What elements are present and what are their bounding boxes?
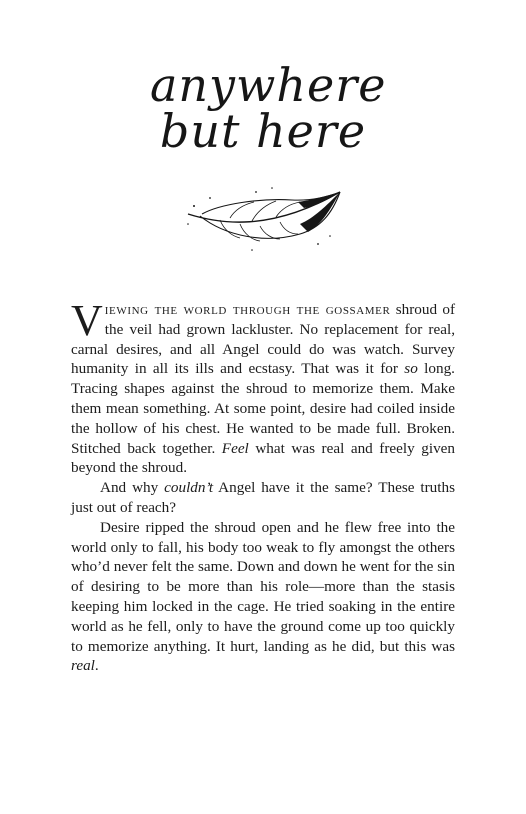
paragraph-2-text-b: Angel have it the same? These truths just out of reach? xyxy=(71,479,455,516)
paragraph-2-text-a: And why xyxy=(100,479,165,497)
paragraph-3 xyxy=(71,518,455,676)
opening-smallcaps: iewing the world through the gossamer xyxy=(104,301,391,318)
chapter-title xyxy=(150,58,387,158)
chapter-body xyxy=(71,296,456,676)
paragraph-1-text-c: what was real and freely given beyond the shroud. xyxy=(71,439,456,477)
paragraph-3-text-a: Desire ripped the shroud open and he flew free into the world only to fall, his body too weak to fly amongst the others who’d never felt the same. Down and down he went for the sin of desiring to be more than his role—more than the stasis keeping him locked in the cage. He tried soaking in the entire world as he fell, only to have the ground come up too quickly to memorize anything. It hurt, landing as he did, but this was xyxy=(71,518,455,655)
chapter-title-line-1: anywhere xyxy=(150,58,387,112)
paragraph-1-emphasis-1: so xyxy=(404,360,418,378)
paragraph-1-text-b: long. Tracing shapes against the shroud to memorize them. Make them mean something. At some point, desire had coiled inside the hollow of his chest. He wanted to be made full. Broken. Stitched back together. xyxy=(71,360,455,457)
drop-cap: V xyxy=(71,296,103,345)
paragraph-1 xyxy=(71,296,456,478)
paragraph-2-emphasis: couldn’t xyxy=(164,479,214,497)
feather-icon xyxy=(180,184,346,254)
paragraph-3-emphasis: real xyxy=(71,657,95,675)
paragraph-1-emphasis-2: Feel xyxy=(221,439,249,457)
paragraph-1-text-a: shroud of the veil had grown lackluster. No replacement for real, carnal desires, and all Angel could do was watch. Survey humanity in all its ills and ecstasy. That was it for xyxy=(71,301,455,378)
paragraph-2 xyxy=(71,478,455,518)
chapter-title-line-2: but here xyxy=(159,104,367,158)
paragraph-3-text-b: . xyxy=(94,657,99,675)
